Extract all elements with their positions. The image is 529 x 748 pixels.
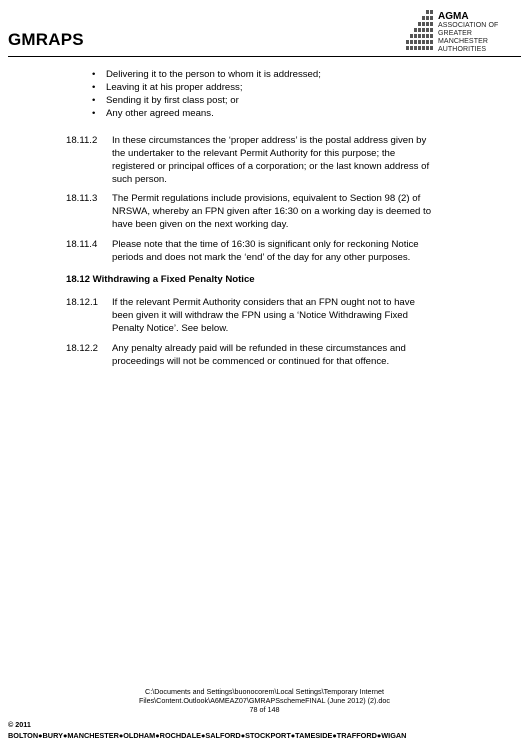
paragraph-number: 18.11.2 [66,135,98,146]
copyright-notice: © 2011 [8,720,31,729]
delivery-methods-list [92,68,321,120]
paragraph-number: 18.12.2 [66,343,99,354]
paragraph-line: such person. [112,174,167,185]
page-number: 78 of 148 [249,705,280,714]
paragraph-line: If the relevant Permit Authority considers that an FPN ought not to have [112,297,415,308]
district-list: BOLTON●BURY●MANCHESTER●OLDHAM●ROCHDALE●SALFORD●STOCKPORT●TAMESIDE●TRAFFORD●WIGAN [8,731,407,740]
paragraph-line: Any penalty already paid will be refunded in these circumstances and [112,343,406,354]
section-heading: 18.12 Withdrawing a Fixed Penalty Notice [66,274,255,285]
list-item: • Any other agreed means. [92,107,321,120]
paragraph-line: In these circumstances the ‘proper address’ is the postal address given by [112,135,427,146]
document-header-title: GMRAPS [8,30,84,49]
paragraph-number: 18.12.1 [66,297,99,308]
paragraph-line: The Permit regulations include provisions, equivalent to Section 98 (2) of [112,193,421,204]
paragraph-line: Penalty Notice’. See below. [112,323,229,334]
paragraph-line: Please note that the time of 16:30 is significant only for reckoning Notice [112,239,419,250]
paragraph-line: periods and does not mark the ‘end’ of the day for any other purposes. [112,252,411,263]
paragraph-line: been given it will withdraw the FPN using a ‘Notice Withdrawing Fixed [112,310,408,321]
paragraph-line: registered or principal offices of a corporation; or the last known address of [112,161,430,172]
agma-logo-text [438,11,522,54]
paragraph-line: have been given on the next working day. [112,219,289,230]
paragraph-line: NRSWA, whereby an FPN given after 16:30 on a working day is deemed to [112,206,432,217]
logo-subtitle-line: ASSOCIATION OF [438,22,499,29]
logo-subtitle-line: AUTHORITIES [438,46,487,53]
agma-logo-mark-icon [404,8,436,54]
header-divider [8,56,521,57]
paragraph-number: 18.11.4 [66,239,98,250]
paragraph-line: the undertaker to the relevant Permit Authority for this purpose; the [112,148,396,159]
logo-subtitle-line: GREATER MANCHESTER [438,30,489,45]
list-item: • Leaving it at his proper address; [92,81,321,94]
list-item: • Sending it by first class post; or [92,94,321,107]
footer-path-line: C:\Documents and Settings\buonocorem\Local Settings\Temporary Internet [145,687,384,696]
paragraph-line: proceedings will not be commenced or continued for that offence. [112,356,390,367]
footer-file-path [0,687,529,714]
footer-path-line: Files\Content.Outlook\A6MEAZ07\GMRAPSschemeFINAL (June 2012) (2).doc [138,696,390,705]
agma-logo [404,8,522,54]
paragraph-number: 18.11.3 [66,193,98,204]
logo-name: AGMA [438,11,469,22]
list-item: • Delivering it to the person to whom it is addressed; [92,68,321,81]
